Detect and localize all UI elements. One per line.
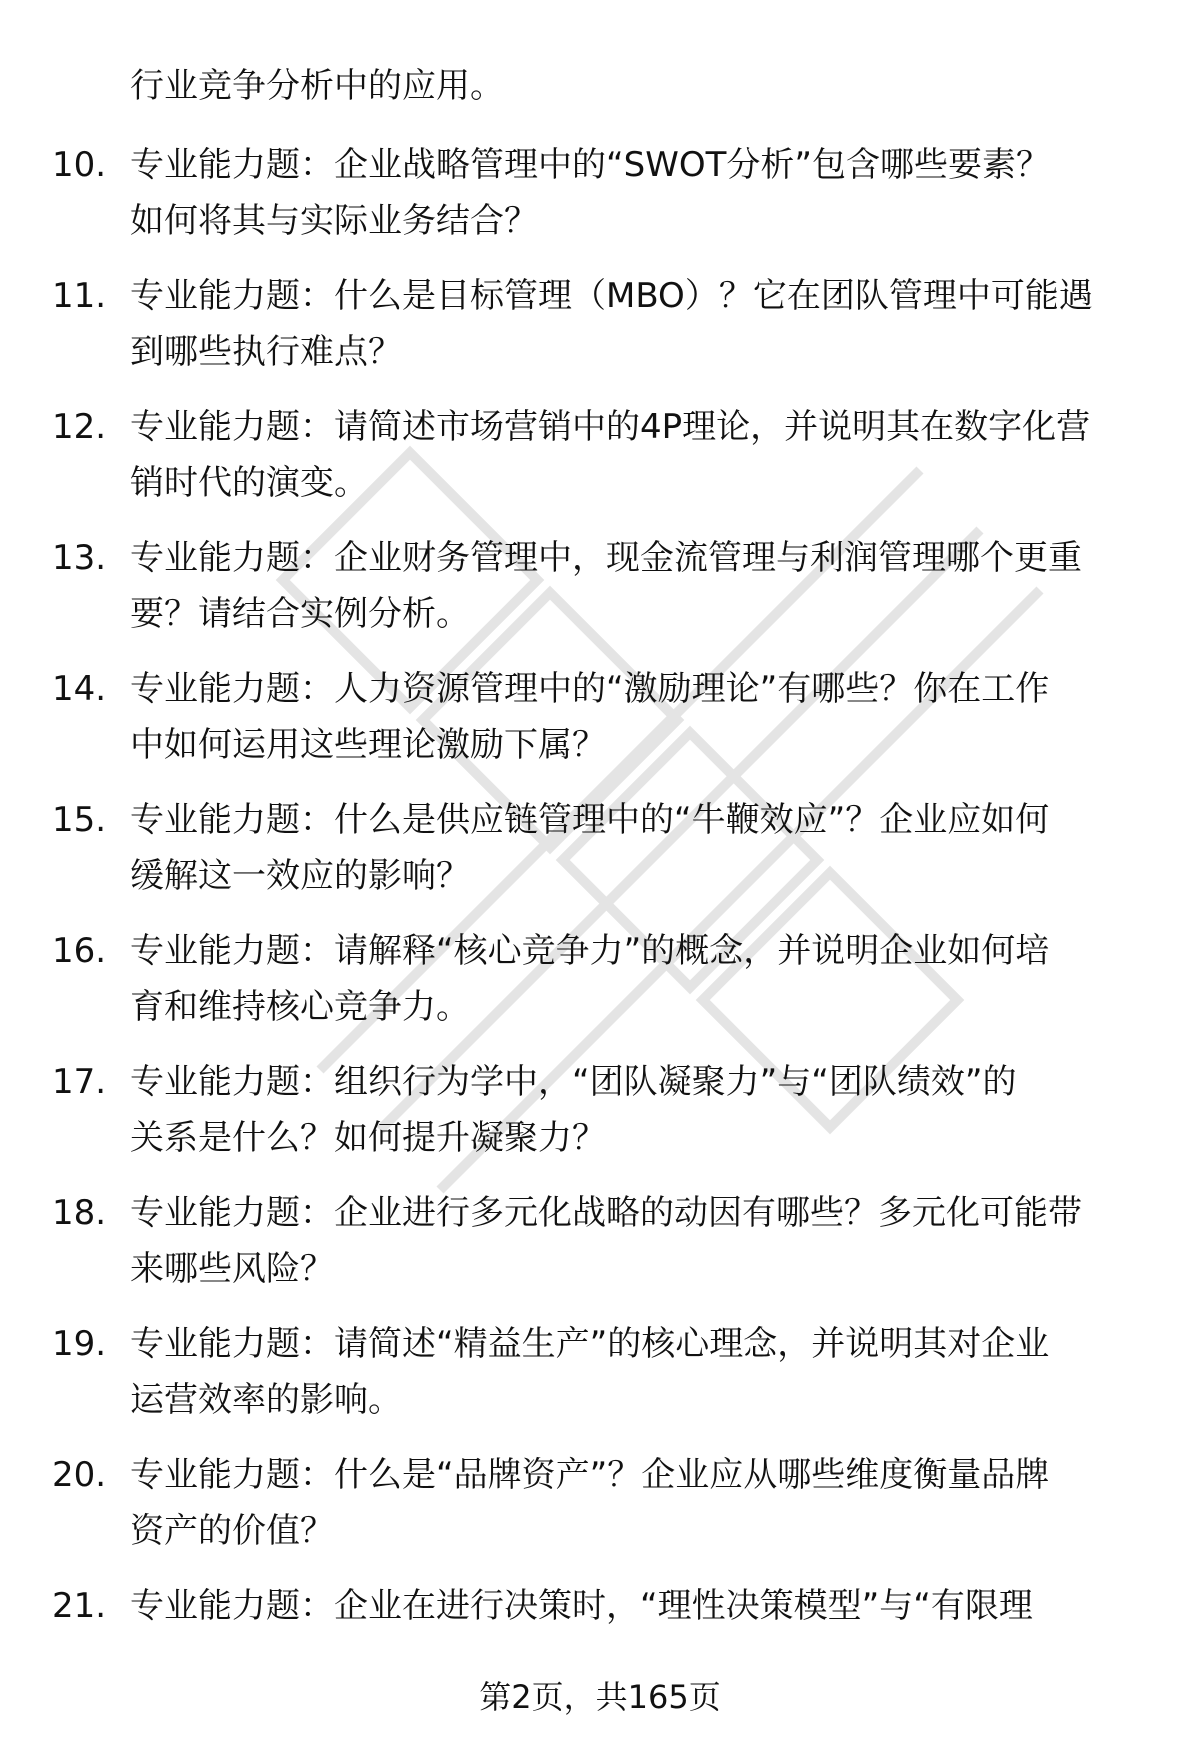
- list-item: [0, 137, 1200, 268]
- list-item: [0, 1185, 1200, 1316]
- item-text-line2: 资产的价值？: [130, 1511, 334, 1551]
- item-text-line2: 要？请结合实例分析。: [130, 594, 470, 634]
- list-item: [0, 923, 1200, 1054]
- item-number: 13.: [52, 538, 107, 578]
- item-text-line1: 专业能力题：人力资源管理中的“激励理论”有哪些？你在工作: [130, 669, 1050, 709]
- item-text-line1: 专业能力题：请解释“核心竞争力”的概念，并说明企业如何培: [130, 931, 1050, 971]
- item-number: 18.: [52, 1193, 107, 1233]
- item-number: 16.: [52, 931, 107, 971]
- item-text-line1: 专业能力题：什么是“品牌资产”？企业应从哪些维度衡量品牌: [130, 1455, 1050, 1495]
- item-text-line1: 专业能力题：请简述市场营销中的4P理论，并说明其在数字化营: [130, 407, 1091, 447]
- item-number: 17.: [52, 1062, 107, 1102]
- item-text-line1: 专业能力题：请简述“精益生产”的核心理念，并说明其对企业: [130, 1324, 1050, 1364]
- item-text-line1: 专业能力题：什么是目标管理（MBO）？它在团队管理中可能遇: [130, 276, 1093, 316]
- list-item: [0, 1316, 1200, 1447]
- item-text-line1: 专业能力题：组织行为学中，“团队凝聚力”与“团队绩效”的: [130, 1062, 1017, 1102]
- item-text-line1: 专业能力题：什么是供应链管理中的“牛鞭效应”？企业应如何: [130, 800, 1050, 840]
- continuation-text: 行业竞争分析中的应用。: [130, 66, 504, 106]
- item-number: 19.: [52, 1324, 107, 1364]
- item-text-line1: 专业能力题：企业战略管理中的“SWOT分析”包含哪些要素？: [130, 145, 1050, 185]
- item-text-line2: 如何将其与实际业务结合？: [130, 201, 538, 241]
- item-number: 14.: [52, 669, 107, 709]
- list-item: [0, 399, 1200, 530]
- item-text-line2: 运营效率的影响。: [130, 1380, 402, 1420]
- item-number: 10.: [52, 145, 107, 185]
- item-text-line2: 关系是什么？如何提升凝聚力？: [130, 1118, 606, 1158]
- item-text-line2: 到哪些执行难点？: [130, 332, 402, 372]
- item-text-line2: 销时代的演变。: [130, 463, 368, 503]
- page-footer: 第2页，共165页: [479, 1678, 721, 1716]
- list-item: [0, 1054, 1200, 1185]
- list-item: [0, 530, 1200, 661]
- item-text-line1: 专业能力题：企业在进行决策时，“理性决策模型”与“有限理: [130, 1586, 1033, 1626]
- item-text-line2: 育和维持核心竞争力。: [130, 987, 470, 1027]
- item-text-line2: 来哪些风险？: [130, 1249, 334, 1289]
- item-text-line1: 专业能力题：企业财务管理中，现金流管理与利润管理哪个更重: [130, 538, 1082, 578]
- item-number: 20.: [52, 1455, 107, 1495]
- item-text-line2: 中如何运用这些理论激励下属？: [130, 725, 606, 765]
- list-item: [0, 1447, 1200, 1578]
- list-item: [0, 661, 1200, 792]
- item-number: 15.: [52, 800, 107, 840]
- list-item: [0, 792, 1200, 923]
- item-number: 12.: [52, 407, 107, 447]
- item-number: 11.: [52, 276, 107, 316]
- item-text-line1: 专业能力题：企业进行多元化战略的动因有哪些？多元化可能带: [130, 1193, 1082, 1233]
- item-text-line2: 缓解这一效应的影响？: [130, 856, 470, 896]
- list-item: [0, 268, 1200, 399]
- question-list: [0, 137, 1200, 1709]
- item-number: 21.: [52, 1586, 107, 1626]
